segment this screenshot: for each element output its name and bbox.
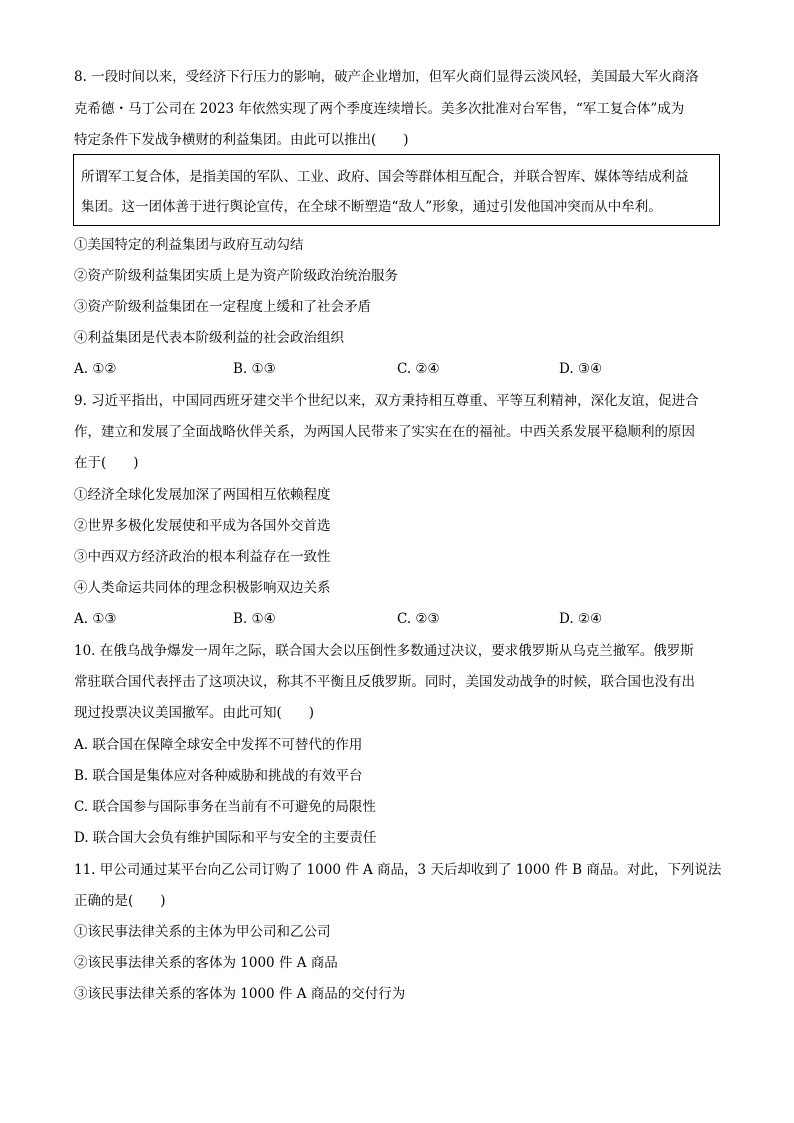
q9-option-a: A. ①③ [74, 611, 117, 627]
q10-stem-line-3: 现过投票决议美国撤军。由此可知( ) [74, 705, 315, 721]
q9-statement-3: ③中西双方经济政治的根本利益存在一致性 [74, 549, 331, 565]
q8-option-a: A. ①② [74, 361, 117, 377]
q8-statement-2: ②资产阶级利益集团实质上是为资产阶级政治统治服务 [74, 268, 398, 284]
q8-stem-line-1: 8. 一段时间以来，受经济下行压力的影响，破产企业增加，但军火商们显得云淡风轻，美国最大军火商洛 [74, 69, 699, 85]
q8-statement-3: ③资产阶级利益集团在一定程度上缓和了社会矛盾 [74, 299, 371, 315]
q10-stem-line-2: 常驻联合国代表抨击了这项决议，称其不平衡且反俄罗斯。同时，美国发动战争的时候，联合国也没有出 [74, 674, 695, 690]
q9-stem-line-3: 在于( ) [74, 455, 139, 471]
q9-option-d: D. ②④ [559, 611, 603, 627]
q10-stem-line-1: 10. 在俄乌战争爆发一周年之际，联合国大会以压倒性多数通过决议，要求俄罗斯从乌克兰撤军。俄罗斯 [74, 643, 694, 659]
q10-option-a: A. 联合国在保障全球安全中发挥不可替代的作用 [74, 737, 363, 753]
q8-statement-4: ④利益集团是代表本阶级利益的社会政治组织 [74, 330, 344, 346]
q10-option-b: B. 联合国是集体应对各种威胁和挑战的有效平台 [74, 768, 363, 784]
q9-statement-4: ④人类命运共同体的理念积极影响双边关系 [74, 580, 331, 596]
q11-statement-2: ②该民事法律关系的客体为 1000 件 A 商品 [74, 955, 338, 971]
q9-stem-line-2: 作，建立和发展了全面战略伙伴关系，为两国人民带来了实实在在的福祉。中西关系发展平稳顺利的原因 [74, 424, 695, 440]
q11-statement-1: ①该民事法律关系的主体为甲公司和乙公司 [74, 924, 331, 940]
q8-option-b: B. ①③ [233, 361, 276, 377]
q8-statement-1: ①美国特定的利益集团与政府互动勾结 [74, 237, 304, 253]
q9-statement-1: ①经济全球化发展加深了两国相互依赖程度 [74, 487, 331, 503]
q10-option-c: C. 联合国参与国际事务在当前有不可避免的局限性 [74, 799, 376, 815]
q11-statement-3: ③该民事法律关系的客体为 1000 件 A 商品的交付行为 [74, 986, 406, 1002]
q8-option-c: C. ②④ [397, 361, 440, 377]
q9-stem-line-1: 9. 习近平指出，中国同西班牙建交半个世纪以来，双方秉持相互尊重、平等互利精神，深化友谊，促进合 [74, 393, 699, 409]
q8-stem-line-3: 特定条件下发战争横财的利益集团。由此可以推出( ) [74, 132, 409, 148]
q9-option-c: C. ②③ [397, 611, 440, 627]
q9-statement-2: ②世界多极化发展使和平成为各国外交首选 [74, 518, 331, 534]
q8-stem-line-2: 克希德・马丁公司在 2023 年依然实现了两个季度连续增长。美多次批准对台军售，“军工复合体”成为 [74, 101, 685, 117]
q9-option-b: B. ①④ [233, 611, 276, 627]
q8-material-line-2: 集团。这一团体善于进行舆论宣传，在全球不断塑造“敌人”形象，通过引发他国冲突而从中牟利。 [81, 199, 662, 215]
q11-stem-line-2: 正确的是( ) [74, 893, 166, 909]
q11-stem-line-1: 11. 甲公司通过某平台向乙公司订购了 1000 件 A 商品，3 天后却收到了 1000 件 B 商品。对此，下列说法 [74, 862, 722, 878]
q8-material-box [73, 154, 720, 226]
q8-material-line-1: 所谓军工复合体，是指美国的军队、工业、政府、国会等群体相互配合，并联合智库、媒体等结成利益 [81, 169, 689, 185]
q8-option-d: D. ③④ [559, 361, 603, 377]
q10-option-d: D. 联合国大会负有维护国际和平与安全的主要责任 [74, 830, 377, 846]
